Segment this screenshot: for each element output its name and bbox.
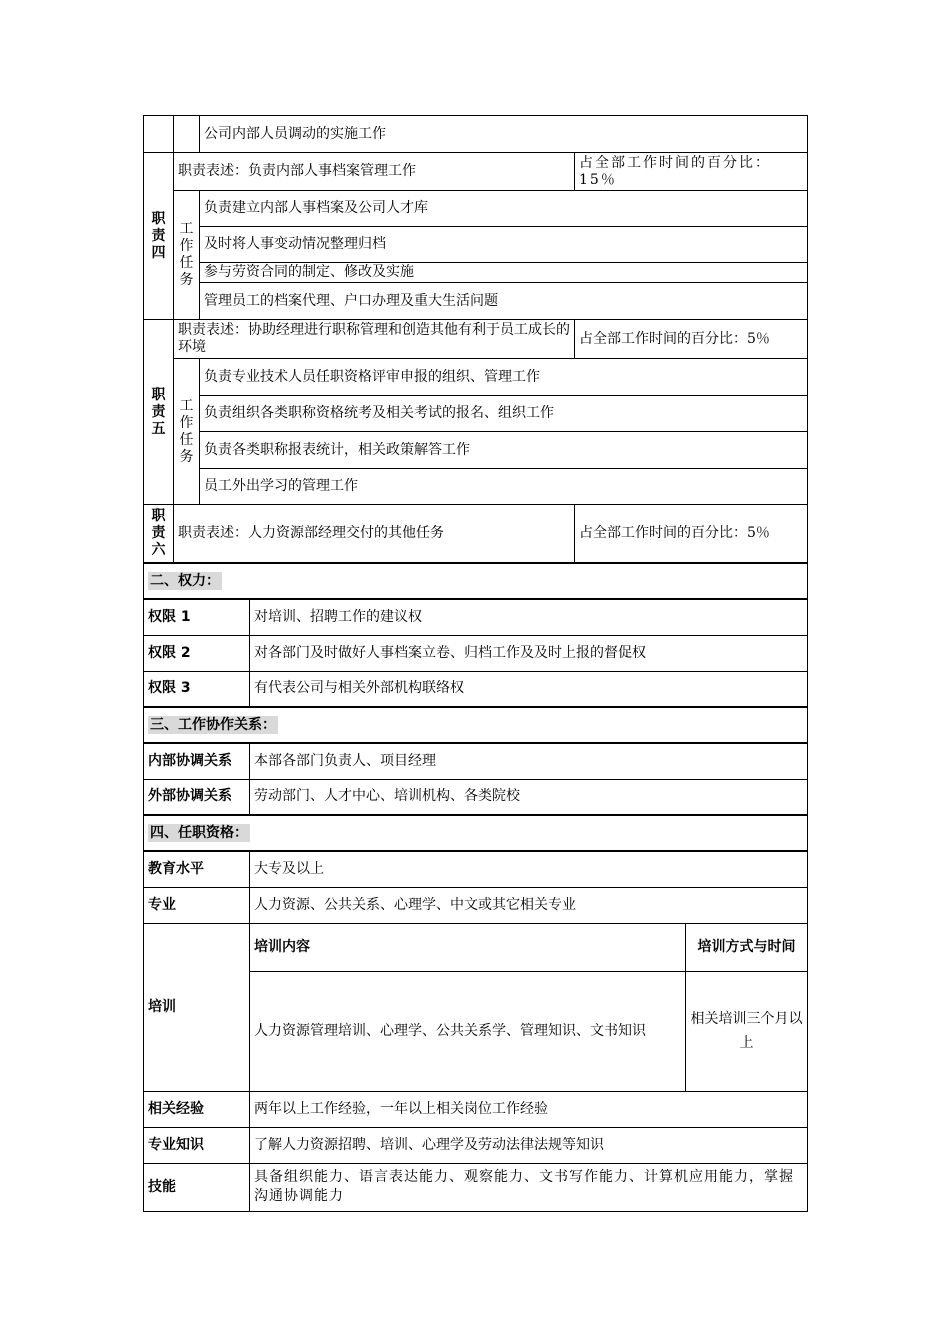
table-row <box>144 153 808 191</box>
duty4-task-3: 参与劳资合同的制定、修改及实施 <box>200 263 808 283</box>
internal-relations-value: 本部各部门负责人、项目经理 <box>250 743 808 779</box>
qualification-table <box>143 562 808 1212</box>
duty6-percent: 占全部工作时间的百分比：5％ <box>575 505 808 563</box>
duty4-task-4: 管理员工的档案代理、户口办理及重大生活问题 <box>200 283 808 320</box>
table-row <box>144 743 808 779</box>
duty5-task-4: 员工外出学习的管理工作 <box>200 469 808 505</box>
relations-heading: 三、工作协作关系： <box>150 716 276 733</box>
duty4-label: 职责四 <box>144 153 174 320</box>
table-row <box>144 779 808 815</box>
skill-value: 具备组织能力、语言表达能力、观察能力、文书写作能力、计算机应用能力，掌握沟通协调能力 <box>250 1163 808 1211</box>
table-row <box>144 359 808 396</box>
table-row <box>144 283 808 320</box>
duty4-percent-label: 占全部工作时间的百分比： <box>579 154 771 171</box>
training-label: 培训 <box>144 923 250 1091</box>
authority-1-label: 权限 1 <box>144 599 250 635</box>
internal-transfer-task: 公司内部人员调动的实施工作 <box>200 116 808 153</box>
duty4-statement: 职责表述：负责内部人事档案管理工作 <box>174 153 575 191</box>
knowledge-label: 专业知识 <box>144 1127 250 1163</box>
table-row <box>144 635 808 671</box>
table-row <box>144 563 808 599</box>
duty6-statement: 职责表述：人力资源部经理交付的其他任务 <box>174 505 575 563</box>
table-row <box>144 671 808 707</box>
duty6-label: 职责六 <box>144 505 174 563</box>
experience-label: 相关经验 <box>144 1091 250 1127</box>
external-relations-label: 外部协调关系 <box>144 779 250 815</box>
authority-1-value: 对培训、招聘工作的建议权 <box>250 599 808 635</box>
qualifications-heading: 四、任职资格： <box>150 824 248 841</box>
table-row <box>144 505 808 563</box>
duty5-task-3: 负责各类职称报表统计，相关政策解答工作 <box>200 432 808 469</box>
table-row <box>144 263 808 283</box>
table-row <box>144 1163 808 1211</box>
duty4-percent <box>575 153 808 191</box>
duty4-task-2: 及时将人事变动情况整理归档 <box>200 227 808 263</box>
table-row <box>144 116 808 153</box>
authority-heading: 二、权力： <box>150 572 220 589</box>
duty4-task-label: 工作任务 <box>174 191 200 320</box>
authority-3-label: 权限 3 <box>144 671 250 707</box>
duty5-task-2: 负责组织各类职称资格统考及相关考试的报名、组织工作 <box>200 396 808 432</box>
table-row <box>144 1127 808 1163</box>
duty5-label: 职责五 <box>144 320 174 505</box>
table-row <box>144 599 808 635</box>
education-value: 大专及以上 <box>250 851 808 887</box>
table-row <box>144 887 808 923</box>
table-row <box>144 815 808 851</box>
duty5-percent: 占全部工作时间的百分比：5％ <box>575 320 808 359</box>
duties-table <box>143 115 808 563</box>
table-row <box>144 432 808 469</box>
table-row <box>144 851 808 887</box>
duty5-task-label: 工作任务 <box>174 359 200 505</box>
knowledge-value: 了解人力资源招聘、培训、心理学及劳动法律法规等知识 <box>250 1127 808 1163</box>
education-label: 教育水平 <box>144 851 250 887</box>
authority-3-value: 有代表公司与相关外部机构联络权 <box>250 671 808 707</box>
duty5-task-1: 负责专业技术人员任职资格评审申报的组织、管理工作 <box>200 359 808 396</box>
internal-relations-label: 内部协调关系 <box>144 743 250 779</box>
table-row <box>144 923 808 971</box>
training-content-header: 培训内容 <box>250 923 686 971</box>
table-row <box>144 396 808 432</box>
table-row <box>144 707 808 743</box>
table-row <box>144 227 808 263</box>
authority-2-value: 对各部门及时做好人事档案立卷、归档工作及及时上报的督促权 <box>250 635 808 671</box>
table-row <box>144 191 808 227</box>
experience-value: 两年以上工作经验，一年以上相关岗位工作经验 <box>250 1091 808 1127</box>
training-method-header: 培训方式与时间 <box>686 923 808 971</box>
duty4-task-1: 负责建立内部人事档案及公司人才库 <box>200 191 808 227</box>
table-row <box>144 1091 808 1127</box>
table-row <box>144 320 808 359</box>
skill-label: 技能 <box>144 1163 250 1211</box>
duty4-percent-value: 15％ <box>579 171 617 188</box>
external-relations-value: 劳动部门、人才中心、培训机构、各类院校 <box>250 779 808 815</box>
training-method: 相关培训三个月以上 <box>686 971 808 1091</box>
training-content: 人力资源管理培训、心理学、公共关系学、管理知识、文书知识 <box>250 971 686 1091</box>
table-row <box>144 469 808 505</box>
major-value: 人力资源、公共关系、心理学、中文或其它相关专业 <box>250 887 808 923</box>
duty5-statement: 职责表述：协助经理进行职称管理和创造其他有利于员工成长的环境 <box>174 320 575 359</box>
major-label: 专业 <box>144 887 250 923</box>
authority-2-label: 权限 2 <box>144 635 250 671</box>
